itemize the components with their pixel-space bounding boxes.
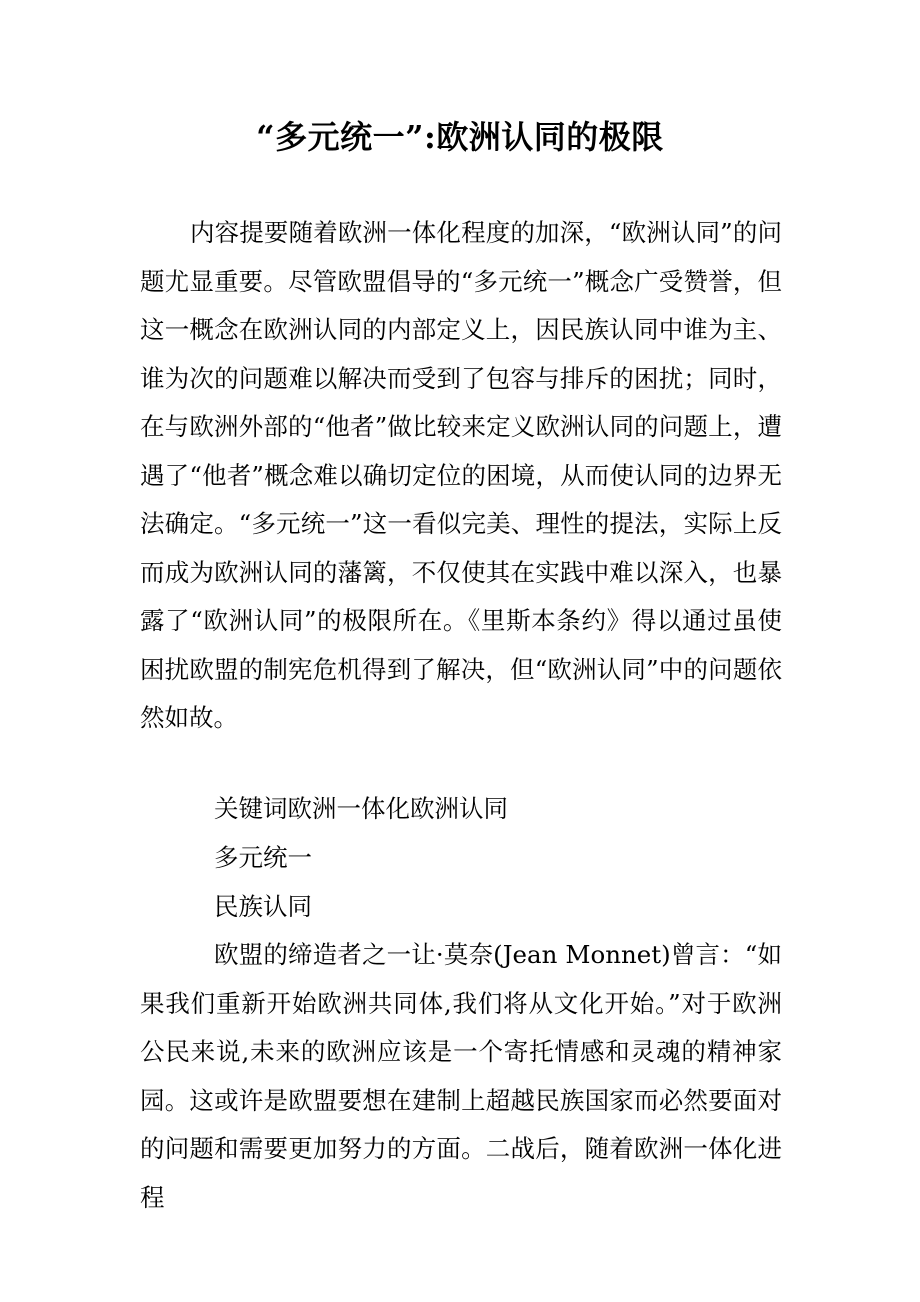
keywords-line-1: 关键词欧洲一体化欧洲认同	[214, 794, 508, 823]
keywords-line-2: 多元统一	[214, 843, 312, 872]
document-title: “多元统一”:欧洲认同的极限	[256, 118, 664, 156]
keywords-line-3: 民族认同	[214, 892, 312, 921]
abstract-paragraph: 内容提要随着欧洲一体化程度的加深，“欧洲认同”的问题尤显重要。尽管欧盟倡导的“多元统一”概念广受赞誉，但这一概念在欧洲认同的内部定义上，因民族认同中谁为主、谁为次的问题难以解决而受到了包容与排斥的困扰；同时，在与欧洲外部的“他者”做比较来定义欧洲认同的问题上，遭遇了“他者”概念难以确切定位的困境，从而使认同的边界无法确定。“多元统一”这一看似完美、理性的提法，实际上反而成为欧洲认同的藩篱，不仅使其在实践中难以深入，也暴露了“欧洲认同”的极限所在。《里斯本条约》得以通过虽使困扰欧盟的制宪危机得到了解决，但“欧洲认同”中的问题依然如故。	[140, 218, 782, 732]
body-paragraph: 欧盟的缔造者之一让·莫奈(Jean Monnet)曾言：“如果我们重新开始欧洲共同体,我们将从文化开始。”对于欧洲公民来说,未来的欧洲应该是一个寄托情感和灵魂的精神家园。这或许是欧盟要想在建制上超越民族国家而必然要面对的问题和需要更加努力的方面。二战后，随着欧洲一体化进程	[140, 940, 782, 1212]
